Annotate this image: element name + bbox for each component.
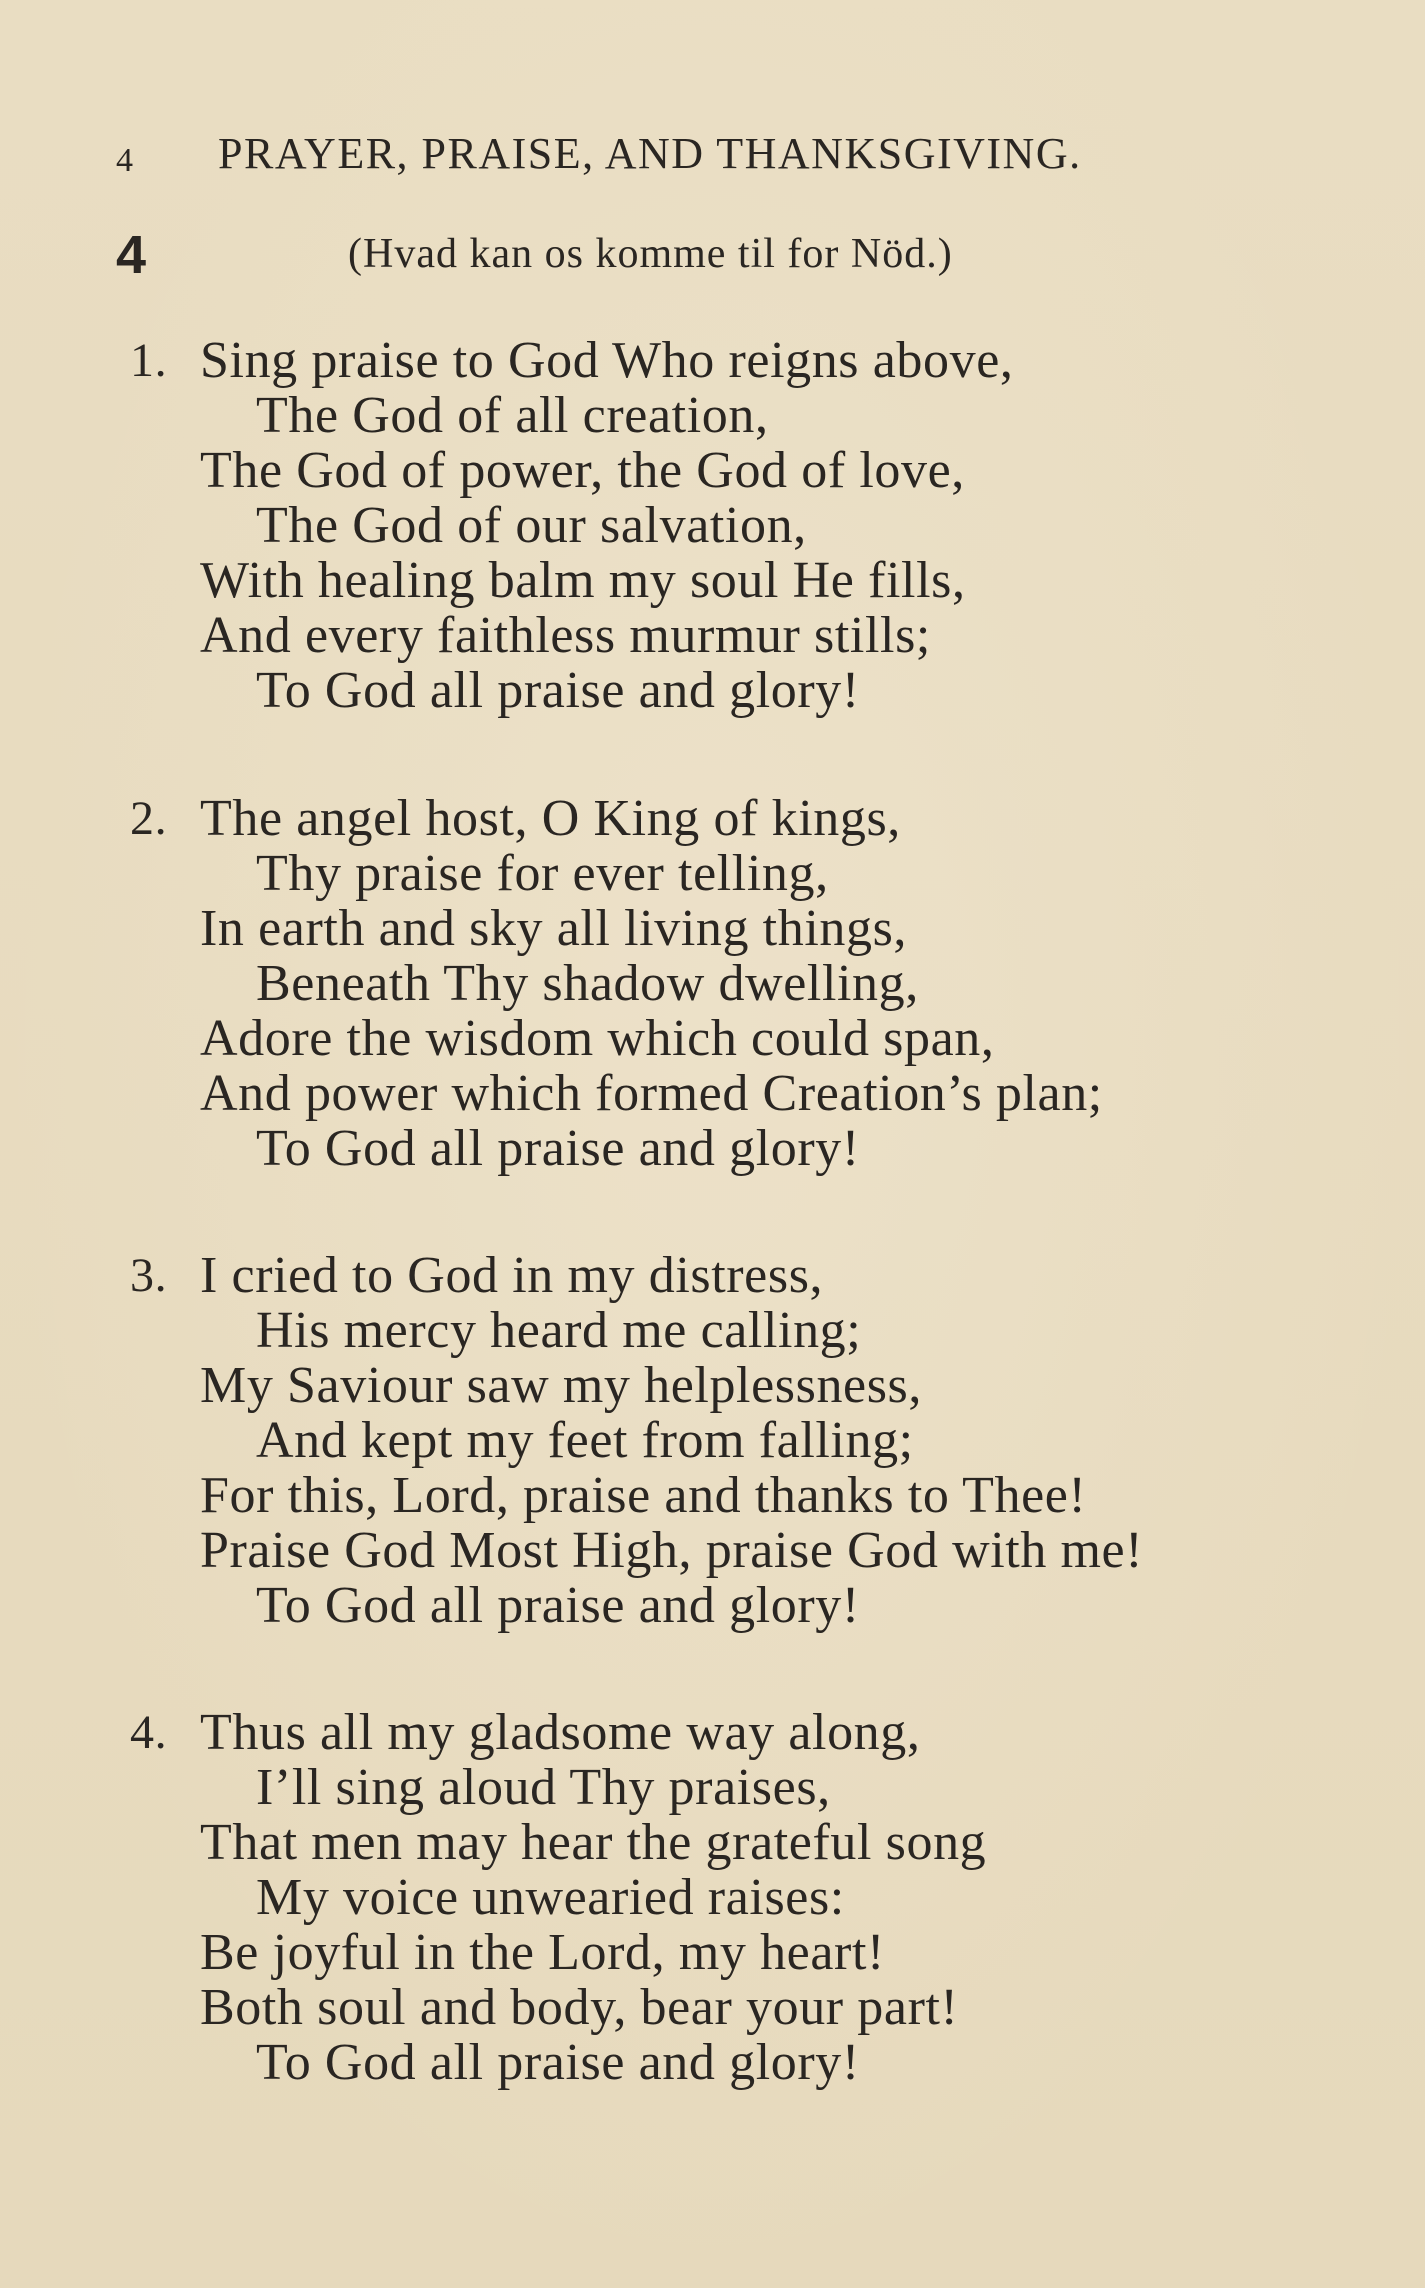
verse-line: And kept my feet from falling; [256,1412,914,1469]
hymn-heading [116,225,1316,290]
verse-line: And power which formed Creation’s plan; [200,1065,1103,1122]
verse-number: 2. [130,792,168,845]
verse-line: Praise God Most High, praise God with me! [200,1522,1144,1579]
verse-line: For this, Lord, praise and thanks to Thee! [200,1467,1087,1524]
verse-line: That men may hear the grateful song [200,1814,987,1871]
verse-line: I’ll sing aloud Thy praises, [256,1759,831,1816]
hymn-number: 4 [116,225,147,285]
verse-lines [200,791,1103,1176]
verse-line: My voice unwearied raises: [256,1869,845,1926]
tune-name: (Hvad kan os komme til for Nöd.) [348,231,953,277]
verse-line: Sing praise to God Who reigns above, [200,332,1014,389]
verse-line: Be joyful in the Lord, my heart! [200,1924,885,1981]
refrain-line: To God all praise and glory! [256,1577,860,1634]
verse-line: My Saviour saw my helplessness, [200,1357,922,1414]
verse-line: The angel host, O King of kings, [200,790,901,847]
refrain-line: To God all praise and glory! [256,1120,860,1177]
verse-line: With healing balm my soul He fills, [200,552,966,609]
verse-line: Adore the wisdom which could span, [200,1010,995,1067]
verse-number: 3. [130,1249,168,1302]
verse-number: 1. [130,334,168,387]
verse-line: Beneath Thy shadow dwelling, [256,955,919,1012]
verse-line: The God of all creation, [256,387,769,444]
verse-line: The God of our salvation, [256,497,807,554]
verse-line: I cried to God in my distress, [200,1247,824,1304]
verse-line: And every faithless murmur stills; [200,607,931,664]
verse-line: Thy praise for ever telling, [256,845,829,902]
verse-line: In earth and sky all living things, [200,900,908,957]
verse-line: Thus all my gladsome way along, [200,1704,921,1761]
running-title: PRAYER, PRAISE, AND THANKSGIVING. [218,129,1082,178]
verse-line: His mercy heard me calling; [256,1302,862,1359]
verse-lines [200,1705,986,2090]
refrain-line: To God all praise and glory! [256,2034,860,2091]
verse-line: The God of power, the God of love, [200,442,965,499]
page-number: 4 [116,142,134,179]
refrain-line: To God all praise and glory! [256,662,860,719]
verse-lines [200,1248,1143,1633]
verse-lines [200,333,1014,718]
verse-line: Both soul and body, bear your part! [200,1979,959,2036]
verse-number: 4. [130,1706,168,1759]
page-header [116,128,1316,188]
